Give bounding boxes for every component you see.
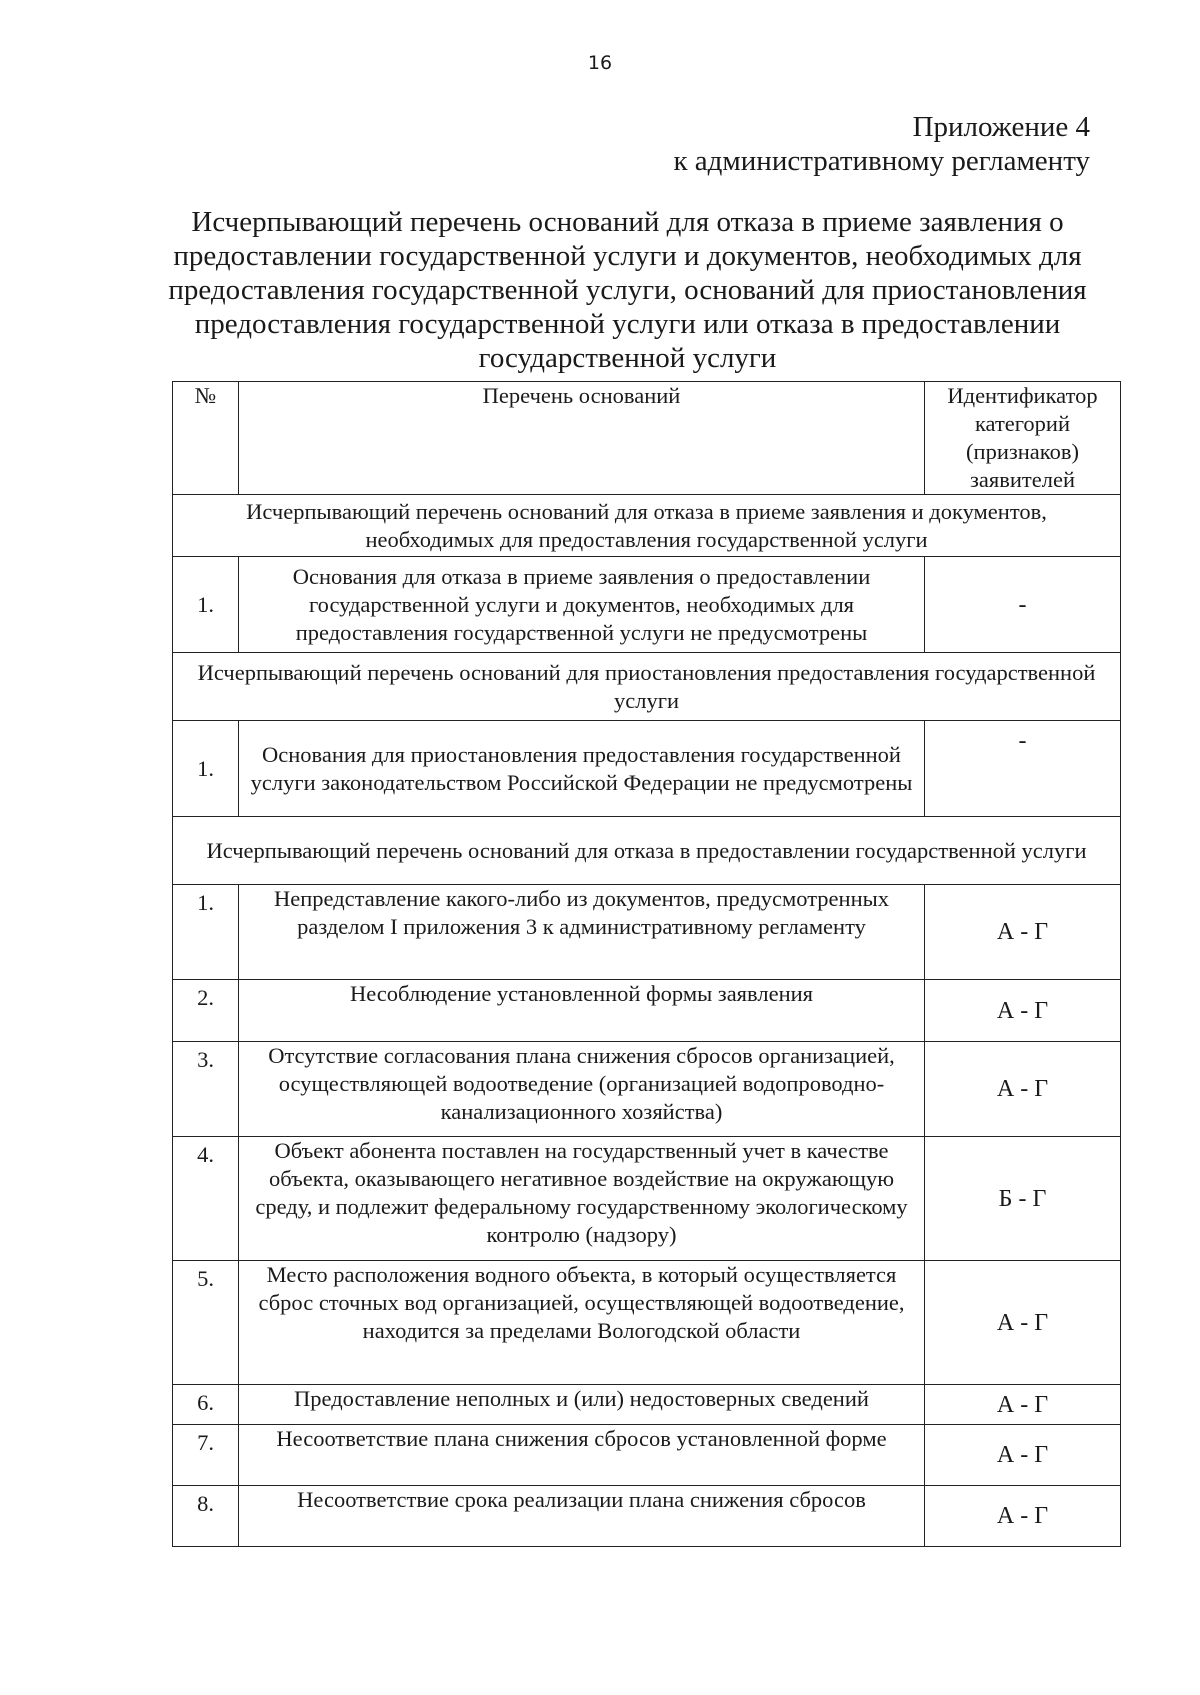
table-row [173,885,1121,980]
row-text: Несоблюдение установленной формы заявления [239,980,925,1042]
row-identifier: А - Г [925,980,1121,1042]
row-identifier: А - Г [925,1486,1121,1547]
row-identifier: А - Г [925,1261,1121,1385]
section-title: Исчерпывающий перечень оснований для отказа в приеме заявления и документов, необходимых для предоставления государственной услуги [173,495,1121,557]
row-number: 1. [173,721,239,817]
table-row [173,557,1121,653]
row-number: 8. [173,1486,239,1547]
table-header-row [173,382,1121,495]
row-text: Объект абонента поставлен на государственный учет в качестве объекта, оказывающего негативное воздействие на окружающую среду, и подлежит федеральному государственному экологическому контролю (надзору) [239,1137,925,1261]
row-identifier: - [925,721,1121,817]
header-identifier: Идентификатор категорий (признаков) заявителей [925,382,1121,495]
row-number: 4. [173,1137,239,1261]
row-number: 2. [173,980,239,1042]
row-text: Основания для приостановления предоставления государственной услуги законодательством Российской Федерации не предусмотрены [239,721,925,817]
document-title: Исчерпывающий перечень оснований для отказа в приеме заявления о предоставлении государственной услуги и документов, необходимых для предоставления государственной услуги, оснований для приостановления предоставления государственной услуги или отказа в предоставлении государственной услуги [168,206,1087,374]
table-row [173,1486,1121,1547]
row-text: Несоответствие срока реализации плана снижения сбросов [239,1486,925,1547]
table-row [173,1137,1121,1261]
row-identifier: - [925,557,1121,653]
section-title: Исчерпывающий перечень оснований для отказа в предоставлении государственной услуги [173,817,1121,885]
row-identifier: А - Г [925,1425,1121,1486]
row-text: Предоставление неполных и (или) недостоверных сведений [239,1385,925,1425]
page-number: 16 [587,52,613,74]
row-identifier: А - Г [925,1385,1121,1425]
section-row [173,817,1121,885]
row-number: 3. [173,1042,239,1137]
table-row [173,1385,1121,1425]
section-row [173,653,1121,721]
row-number: 7. [173,1425,239,1486]
appendix-header [673,110,1090,178]
row-number: 1. [173,557,239,653]
row-text: Несоответствие плана снижения сбросов установленной форме [239,1425,925,1486]
table-row [173,1042,1121,1137]
table-row [173,721,1121,817]
section-title: Исчерпывающий перечень оснований для приостановления предоставления государственной услуги [173,653,1121,721]
row-identifier: А - Г [925,885,1121,980]
row-text: Место расположения водного объекта, в который осуществляется сброс сточных вод организацией, осуществляющей водоотведение, находится за пределами Вологодской области [239,1261,925,1385]
table-row [173,1425,1121,1486]
appendix-title: Приложение 4 [912,111,1090,143]
header-reasons: Перечень оснований [239,382,925,495]
table-row [173,1261,1121,1385]
row-text: Основания для отказа в приеме заявления о предоставлении государственной услуги и документов, необходимых для предоставления государственной услуги не предусмотрены [239,557,925,653]
row-text: Непредставление какого-либо из документов, предусмотренных разделом I приложения 3 к административному регламенту [239,885,925,980]
section-row [173,495,1121,557]
appendix-subtitle: к административному регламенту [673,145,1090,177]
row-identifier: Б - Г [925,1137,1121,1261]
table-row [173,980,1121,1042]
row-identifier: А - Г [925,1042,1121,1137]
row-number: 6. [173,1385,239,1425]
row-text: Отсутствие согласования плана снижения сбросов организацией, осуществляющей водоотведение (организацией водопроводно-канализационного хозяйства) [239,1042,925,1137]
header-number: № [173,382,239,495]
row-number: 5. [173,1261,239,1385]
reasons-table [172,381,1121,1547]
row-number: 1. [173,885,239,980]
